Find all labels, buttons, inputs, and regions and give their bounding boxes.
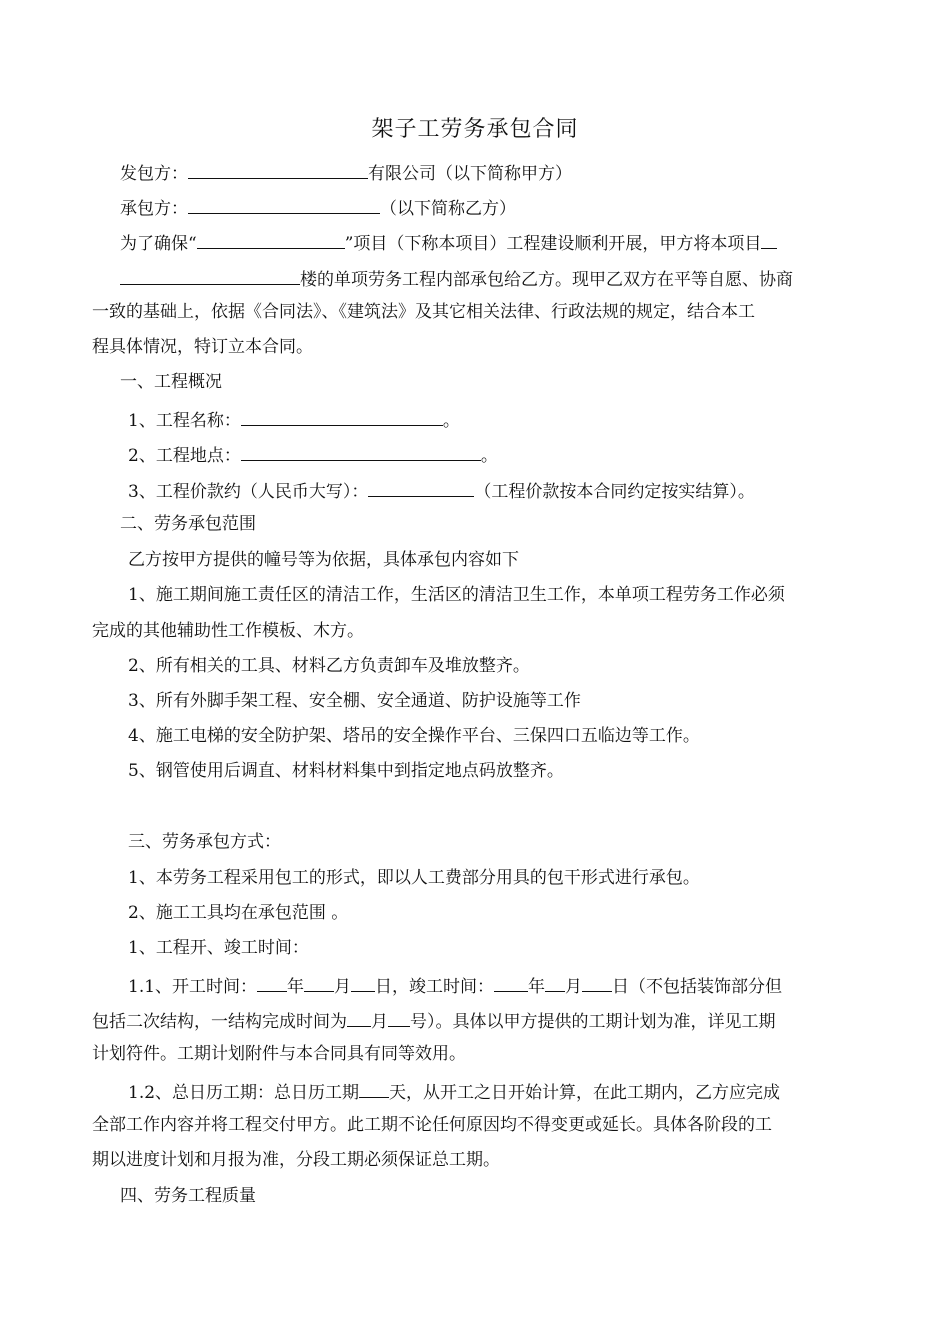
scope-item-2: 2、所有相关的工具、材料乙方负责卸车及堆放整齐。 — [128, 656, 530, 676]
end-year-blank[interactable] — [494, 973, 528, 992]
project-price-field[interactable] — [368, 478, 474, 497]
scope-item-3: 3、所有外脚手架工程、安全棚、安全通道、防护设施等工作 — [128, 691, 581, 711]
intro-line-3: 一致的基础上，依据《合同法》、《建筑法》及其它相关法律、行政法规的规定，结合本工 — [92, 302, 755, 322]
project-tail-blank[interactable] — [761, 230, 777, 249]
building-blank[interactable] — [120, 266, 300, 285]
structure-day-blank[interactable] — [388, 1008, 410, 1027]
project-name-field[interactable] — [241, 407, 443, 426]
document-title: 架子工劳务承包合同 — [371, 117, 579, 142]
project-price-line: 3、工程价款约（人民币大写）： （工程价款按本合同约定按实结算）。 — [128, 478, 755, 503]
end-day-blank[interactable] — [582, 973, 612, 992]
duration-days-blank[interactable] — [359, 1079, 389, 1098]
structure-month-blank[interactable] — [347, 1008, 371, 1027]
schedule-heading: 1、工程开、竣工时间： — [128, 938, 309, 958]
duration-line-2: 全部工作内容并将工程交付甲方。此工期不论任何原因均不得变更或延长。具体各阶段的工 — [92, 1115, 772, 1135]
project-location-field[interactable] — [241, 442, 481, 461]
start-year-blank[interactable] — [257, 973, 287, 992]
party-b-line: 承包方： （以下简称乙方） — [120, 195, 516, 220]
project-name-blank[interactable] — [197, 230, 345, 249]
intro-line-4: 程具体情况，特订立本合同。 — [92, 337, 313, 357]
schedule-line-1: 1.1、开工时间： 年 月 日，竣工时间： 年 月 日（不包括装饰部分但 — [128, 973, 782, 998]
section-3-heading: 三、劳务承包方式： — [128, 832, 281, 852]
intro-line-2: 楼的单项劳务工程内部承包给乙方。现甲乙双方在平等自愿、协商 — [120, 266, 793, 291]
scope-intro: 乙方按甲方提供的幢号等为依据，具体承包内容如下 — [128, 550, 519, 570]
scope-item-1-cont: 完成的其他辅助性工作模板、木方。 — [92, 621, 364, 641]
party-a-blank[interactable] — [188, 160, 368, 179]
schedule-line-2: 包括二次结构，一结构完成时间为 月 号）。具体以甲方提供的工期计划为准，详见工期 — [92, 1008, 776, 1033]
intro-line-1: 为了确保“ ”项目（下称本项目）工程建设顺利开展，甲方将本项目 — [120, 230, 777, 255]
method-item-1: 1、本劳务工程采用包工的形式，即以人工费部分用具的包干形式进行承包。 — [128, 868, 700, 888]
project-location-line: 2、工程地点： 。 — [128, 442, 498, 467]
scope-item-1: 1、施工期间施工责任区的清洁工作，生活区的清洁卫生工作，本单项工程劳务工作必须 — [128, 585, 785, 605]
duration-line-3: 期以进度计划和月报为准，分段工期必须保证总工期。 — [92, 1150, 500, 1170]
duration-line-1: 1.2、总日历工期：总日历工期 天，从开工之日开始计算，在此工期内，乙方应完成 — [128, 1079, 780, 1104]
end-month-blank[interactable] — [545, 973, 565, 992]
start-day-blank[interactable] — [351, 973, 375, 992]
section-2-heading: 二、劳务承包范围 — [120, 514, 256, 534]
method-item-2: 2、施工工具均在承包范围 。 — [128, 903, 349, 923]
project-name-line: 1、工程名称： 。 — [128, 407, 460, 432]
start-month-blank[interactable] — [304, 973, 334, 992]
section-1-heading: 一、工程概况 — [120, 372, 222, 392]
party-b-blank[interactable] — [188, 195, 380, 214]
section-4-heading: 四、劳务工程质量 — [120, 1186, 256, 1206]
scope-item-4: 4、施工电梯的安全防护架、塔吊的安全操作平台、三保四口五临边等工作。 — [128, 726, 700, 746]
schedule-line-3: 计划符件。工期计划附件与本合同具有同等效用。 — [92, 1044, 466, 1064]
party-a-line: 发包方： 有限公司（以下简称甲方） — [120, 160, 572, 185]
scope-item-5: 5、钢管使用后调直、材料材料集中到指定地点码放整齐。 — [128, 761, 564, 781]
